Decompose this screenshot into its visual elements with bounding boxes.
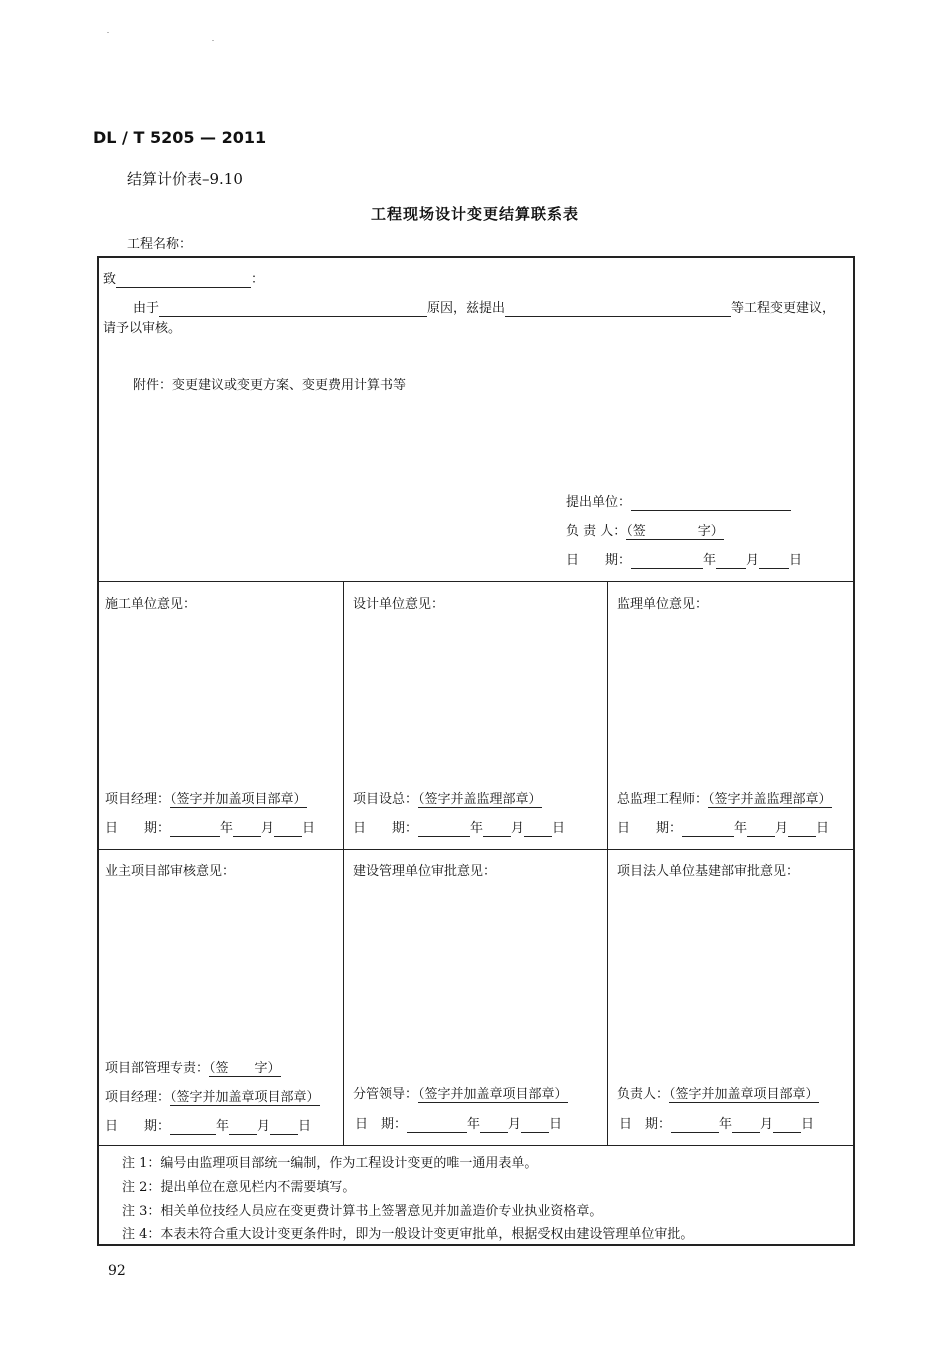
- submit-unit-label: 提出单位：: [566, 495, 632, 510]
- submit-unit-line: [566, 495, 791, 511]
- project-name-label: 工程名称：: [127, 237, 193, 252]
- day-field[interactable]: [270, 1120, 298, 1135]
- day-field[interactable]: [759, 554, 789, 569]
- design-date-line: [353, 821, 565, 837]
- year-label: 年: [703, 553, 717, 568]
- responsible-label: 负 责 人：: [566, 524, 627, 539]
- standard-code: DL / T 5205 — 2011: [93, 128, 267, 147]
- reason-suffix: 等工程变更建议，: [731, 301, 836, 316]
- date-label: 日 期：: [566, 553, 632, 568]
- owner-date-line: [105, 1119, 311, 1135]
- month-field[interactable]: [229, 1120, 257, 1135]
- month-field[interactable]: [747, 822, 775, 837]
- legal-signature[interactable]: （签字并加盖章项目部章）: [669, 1087, 819, 1102]
- supervision-date-line: [617, 821, 829, 837]
- date-label: 日 期：: [617, 821, 683, 836]
- month-field[interactable]: [732, 1118, 760, 1133]
- year-field[interactable]: [407, 1118, 467, 1133]
- year-label: 年: [220, 821, 234, 836]
- sign-label: 项目设总：: [353, 792, 419, 807]
- construction-opinion-title: 施工单位意见：: [105, 597, 197, 612]
- recipient-field[interactable]: [116, 273, 251, 288]
- construction-date-line: [105, 821, 315, 837]
- legal-entity-title: 项目法人单位基建部审批意见：: [617, 864, 800, 879]
- date-label: 日 期：: [619, 1117, 672, 1132]
- construction-signature[interactable]: （签字并加盖项目部章）: [170, 792, 307, 807]
- page-number: 92: [108, 1263, 126, 1279]
- date-label: 日 期：: [105, 1119, 171, 1134]
- column-divider: [343, 581, 344, 1145]
- day-label: 日: [801, 1117, 815, 1132]
- day-label: 日: [302, 821, 316, 836]
- to-label: 致: [103, 272, 117, 287]
- supervision-signature[interactable]: （签字并盖监理部章）: [708, 792, 832, 807]
- day-label: 日: [549, 1117, 563, 1132]
- proposal-field[interactable]: [505, 302, 731, 317]
- year-label: 年: [216, 1119, 230, 1134]
- supervision-opinion-title: 监理单位意见：: [617, 597, 709, 612]
- date-label: 日 期：: [105, 821, 171, 836]
- sign-label: 分管领导：: [353, 1087, 419, 1102]
- note-3: 注 3：相关单位技经人员应在变更费计算书上签署意见并加盖造价专业执业资格章。: [122, 1204, 603, 1219]
- legal-date-line: [619, 1117, 814, 1133]
- construction-sign-line: [105, 792, 307, 808]
- month-field[interactable]: [480, 1118, 508, 1133]
- manager-specialist-line: [105, 1061, 281, 1077]
- note-1: 注 1：编号由监理项目部统一编制，作为工程设计变更的唯一通用表单。: [122, 1156, 538, 1171]
- year-label: 年: [734, 821, 748, 836]
- note-2: 注 2：提出单位在意见栏内不需要填写。: [122, 1180, 356, 1195]
- month-label: 月: [760, 1117, 774, 1132]
- day-label: 日: [552, 821, 566, 836]
- day-field[interactable]: [521, 1118, 549, 1133]
- responsible-line: [566, 524, 724, 540]
- responsible-signature[interactable]: （签 字）: [626, 524, 724, 539]
- year-field[interactable]: [418, 822, 470, 837]
- construction-management-title: 建设管理单位审批意见：: [353, 864, 497, 879]
- reason-line: [133, 301, 835, 317]
- scan-speck: [212, 40, 214, 41]
- note-4: 注 4：本表未符合重大设计变更条件时，即为一般设计变更审批单，根据受权由建设管理单位审批。: [122, 1227, 694, 1242]
- attachment-note: 附件：变更建议或变更方案、变更费用计算书等: [133, 378, 407, 393]
- recipient-line: [103, 272, 264, 288]
- scan-speck: [107, 32, 109, 33]
- year-field[interactable]: [170, 822, 220, 837]
- day-label: 日: [816, 821, 830, 836]
- day-field[interactable]: [274, 822, 302, 837]
- sign-label: 负责人：: [617, 1087, 670, 1102]
- year-label: 年: [470, 821, 484, 836]
- leader-signature[interactable]: （签字并加盖章项目部章）: [418, 1087, 568, 1102]
- month-label: 月: [746, 553, 760, 568]
- owner-review-title: 业主项目部审核意见：: [105, 864, 236, 879]
- year-field[interactable]: [671, 1118, 719, 1133]
- design-opinion-title: 设计单位意见：: [353, 597, 445, 612]
- day-field[interactable]: [524, 822, 552, 837]
- month-label: 月: [261, 821, 275, 836]
- table-number: 结算计价表–9.10: [127, 170, 243, 188]
- year-field[interactable]: [682, 822, 734, 837]
- year-label: 年: [719, 1117, 733, 1132]
- sign-label: 项目经理：: [105, 1090, 171, 1105]
- legal-sign-line: [617, 1087, 819, 1103]
- reason-field[interactable]: [159, 302, 427, 317]
- month-label: 月: [511, 821, 525, 836]
- row-divider: [97, 1145, 855, 1146]
- design-sign-line: [353, 792, 542, 808]
- colon: ：: [251, 272, 265, 287]
- design-signature[interactable]: （签字并盖监理部章）: [418, 792, 542, 807]
- supervision-sign-line: [617, 792, 832, 808]
- month-field[interactable]: [233, 822, 261, 837]
- day-label: 日: [789, 553, 803, 568]
- day-label: 日: [298, 1119, 312, 1134]
- month-label: 月: [508, 1117, 522, 1132]
- month-label: 月: [257, 1119, 271, 1134]
- row-divider: [97, 849, 855, 850]
- sign-label: 项目经理：: [105, 792, 171, 807]
- top-date-line: [566, 553, 802, 569]
- review-request: 请予以审核。: [103, 321, 182, 336]
- date-label: 日 期：: [353, 821, 419, 836]
- manager-label: 项目部管理专责：: [105, 1061, 210, 1076]
- manager-signature[interactable]: （签 字）: [209, 1061, 281, 1076]
- form-title: 工程现场设计变更结算联系表: [370, 205, 579, 223]
- date-label: 日 期：: [355, 1117, 408, 1132]
- column-divider: [607, 581, 608, 1145]
- sign-label: 总监理工程师：: [617, 792, 709, 807]
- submit-unit-field[interactable]: [631, 496, 791, 511]
- row-divider: [97, 581, 855, 582]
- year-label: 年: [467, 1117, 481, 1132]
- reason-middle: 原因，兹提出: [427, 301, 506, 316]
- leader-sign-line: [353, 1087, 568, 1103]
- year-field[interactable]: [170, 1120, 216, 1135]
- month-label: 月: [775, 821, 789, 836]
- leader-date-line: [355, 1117, 562, 1133]
- day-field[interactable]: [788, 822, 816, 837]
- day-field[interactable]: [773, 1118, 801, 1133]
- owner-sign-line: [105, 1090, 320, 1106]
- reason-prefix: 由于: [133, 301, 160, 316]
- month-field[interactable]: [483, 822, 511, 837]
- year-field[interactable]: [631, 554, 703, 569]
- month-field[interactable]: [716, 554, 746, 569]
- owner-signature[interactable]: （签字并加盖章项目部章）: [170, 1090, 320, 1105]
